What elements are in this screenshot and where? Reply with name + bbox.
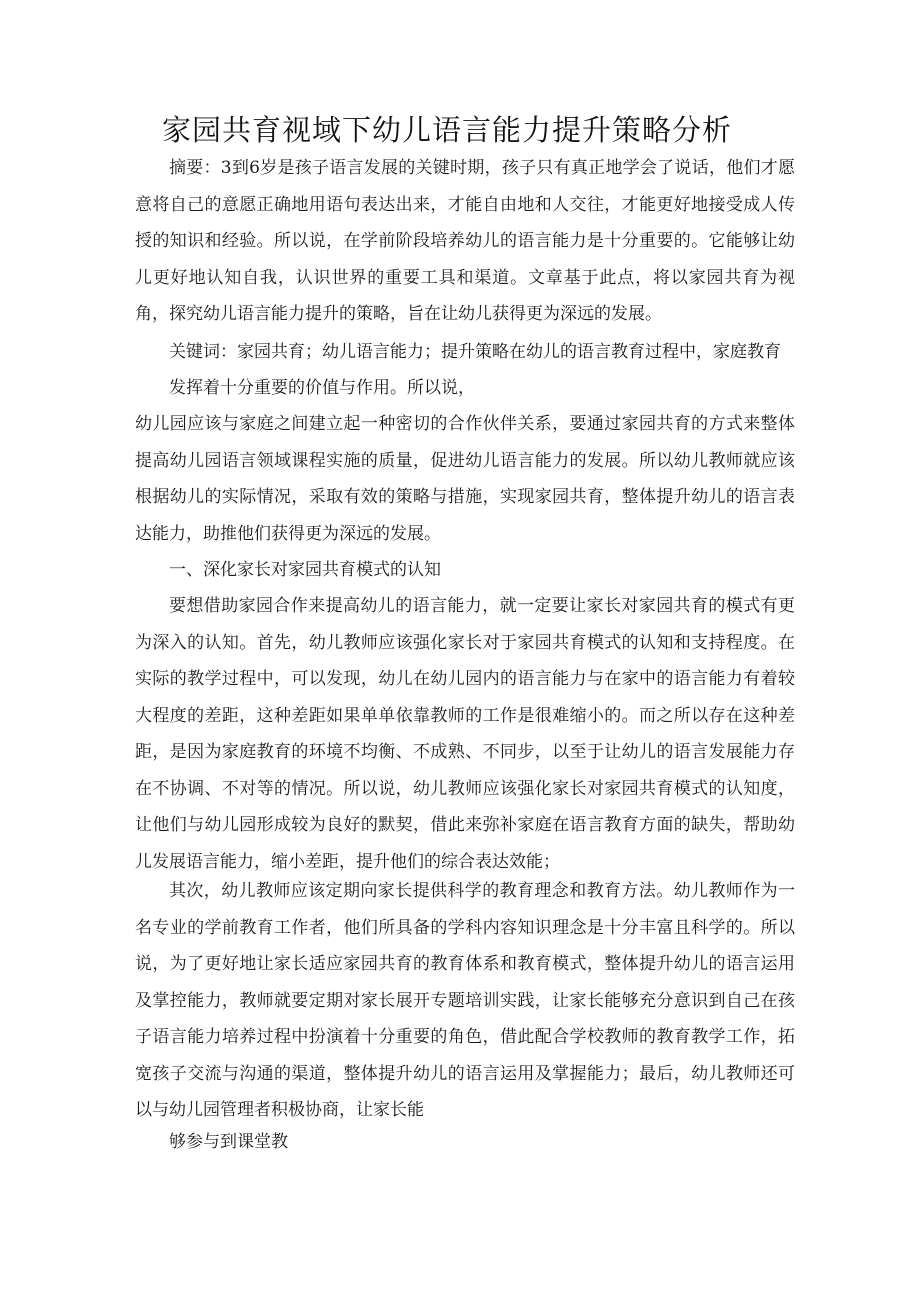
document-title: 家园共育视域下幼儿语言能力提升策略分析 xyxy=(162,113,733,147)
abstract-paragraph: 摘要：3到6岁是孩子语言发展的关键时期，孩子只有真正地学会了说话，他们才愿意将自己的意愿正确地用语句表达出来，才能自由地和人交往，才能更好地接受成人传授的知识和经验。所以说，在学前阶段培养幼儿的语言能力是十分重要的。它能够让幼儿更好地认知自我，认识世界的重要工具和渠道。文章基于此点，将以家园共育为视角，探究幼儿语言能力提升的策略，旨在让幼儿获得更为深远的发展。 xyxy=(135,158,795,324)
section-heading: 一、深化家长对家园共育模式的认知 xyxy=(169,560,441,580)
intro-paragraph: 幼儿园应该与家庭之间建立起一种密切的合作伙伴关系，要通过家园共育的方式来整体提高幼儿园语言领域课程实施的质量，促进幼儿语言能力的发展。所以幼儿教师就应该根据幼儿的实际情况，采取有效的策略与措施，实现家园共育，整体提升幼儿的语言表达能力，助推他们获得更为深远的发展。 xyxy=(135,414,795,544)
trailing-line: 够参与到课堂教 xyxy=(169,1132,288,1152)
body-paragraph: 要想借助家园合作来提高幼儿的语言能力，就一定要让家长对家园共育的模式有更为深入的认知。首先，幼儿教师应该强化家长对于家园共育模式的认知和支持程度。在实际的教学过程中，可以发现，幼儿在幼儿园内的语言能力与在家中的语言能力有着较大程度的差距，这种差距如果单单依靠教师的工作是很难缩小的。而之所以存在这种差距，是因为家庭教育的环境不均衡、不成熟、不同步，以至于让幼儿的语言发展能力存在不协调、不对等的情况。所以说，幼儿教师应该强化家长对家园共育模式的认知度，让他们与幼儿园形成较为良好的默契，借此来弥补家庭在语言教育方面的缺失，帮助幼儿发展语言能力，缩小差距，提升他们的综合表达效能； xyxy=(135,596,795,872)
body-paragraph: 其次，幼儿教师应该定期向家长提供科学的教育理念和教育方法。幼儿教师作为一名专业的学前教育工作者，他们所具备的学科内容知识理念是十分丰富且科学的。所以说，为了更好地让家长适应家园共育的教育体系和教育模式，整体提升幼儿的语言运用及掌控能力，教师就要定期对家长展开专题培训实践，让家长能够充分意识到自己在孩子语言能力培养过程中扮演着十分重要的角色，借此配合学校教师的教育教学工作，拓宽孩子交流与沟通的渠道，整体提升幼儿的语言运用及掌握能力；最后，幼儿教师还可以与幼儿园管理者积极协商，让家长能 xyxy=(135,881,795,1120)
keywords-continuation: 发挥着十分重要的价值与作用。所以说， xyxy=(169,378,475,398)
keywords-line: 关键词：家园共育；幼儿语言能力；提升策略在幼儿的语言教育过程中，家庭教育 xyxy=(169,342,781,362)
